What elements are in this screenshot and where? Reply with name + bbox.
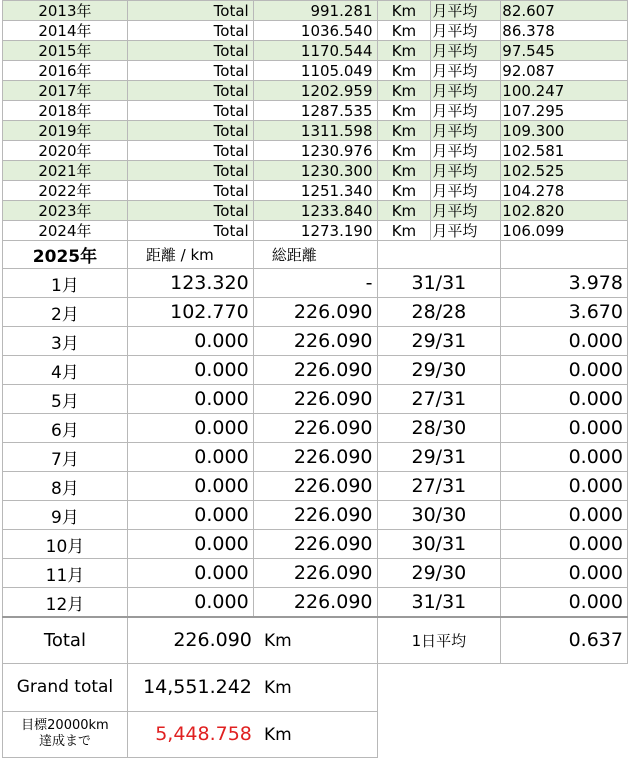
year-distance-cell[interactable]: 1202.959 — [253, 81, 377, 101]
monthly-average-cell[interactable]: 102.581 — [501, 141, 628, 161]
month-distance-cell[interactable]: 0.000 — [127, 443, 253, 472]
year-distance-cell[interactable]: 1273.190 — [253, 221, 377, 241]
unit-cell[interactable]: Km — [377, 121, 431, 141]
month-row — [3, 559, 628, 588]
total-distance-header-cell[interactable]: 総距離 — [253, 241, 377, 269]
total-label-cell[interactable]: Total — [127, 1, 253, 21]
year-cell[interactable]: 2022年 — [3, 181, 128, 201]
goal-label-cell[interactable] — [3, 711, 128, 757]
month-distance-cell[interactable]: 0.000 — [127, 559, 253, 588]
monthly-average-label-cell[interactable]: 月平均 — [431, 61, 501, 81]
daily-average-cell[interactable]: 0.000 — [501, 414, 628, 443]
month-cell[interactable]: 6月 — [3, 414, 128, 443]
empty-summary-area — [377, 711, 628, 757]
daily-average-cell[interactable]: 0.000 — [501, 443, 628, 472]
year-cell[interactable]: 2017年 — [3, 81, 128, 101]
yearly-row — [3, 181, 628, 201]
daily-average-value-cell[interactable]: 0.637 — [501, 617, 628, 663]
month-cell[interactable]: 5月 — [3, 385, 128, 414]
year-distance-cell[interactable]: 1230.300 — [253, 161, 377, 181]
month-cell[interactable]: 7月 — [3, 443, 128, 472]
month-distance-cell[interactable]: 123.320 — [127, 269, 253, 298]
monthly-average-label-cell[interactable]: 月平均 — [431, 21, 501, 41]
unit-cell[interactable]: Km — [377, 41, 431, 61]
days-cell[interactable]: 27/31 — [377, 472, 501, 501]
days-cell[interactable]: 29/31 — [377, 327, 501, 356]
unit-cell[interactable]: Km — [377, 1, 431, 21]
days-cell[interactable]: 29/30 — [377, 559, 501, 588]
total-label-cell[interactable]: Total — [127, 201, 253, 221]
cumulative-distance-cell[interactable]: 226.090 — [253, 356, 377, 385]
unit-cell[interactable]: Km — [377, 161, 431, 181]
empty-header-cell[interactable] — [501, 241, 628, 269]
grand-total-value: 14,551.242 — [143, 676, 252, 698]
daily-average-cell[interactable]: 0.000 — [501, 530, 628, 559]
empty-header-cell[interactable] — [377, 241, 501, 269]
yearly-row — [3, 121, 628, 141]
cumulative-distance-cell[interactable]: 226.090 — [253, 588, 377, 618]
year-distance-cell[interactable]: 1170.544 — [253, 41, 377, 61]
yearly-row — [3, 201, 628, 221]
month-row — [3, 385, 628, 414]
monthly-average-cell[interactable]: 104.278 — [501, 181, 628, 201]
unit-cell[interactable]: Km — [377, 101, 431, 121]
month-cell[interactable]: 10月 — [3, 530, 128, 559]
days-cell[interactable]: 28/28 — [377, 298, 501, 327]
year-distance-cell[interactable]: 1251.340 — [253, 181, 377, 201]
daily-average-cell[interactable]: 0.000 — [501, 327, 628, 356]
goal-remaining-unit: Km — [263, 725, 292, 745]
total-label-cell[interactable]: Total — [127, 101, 253, 121]
daily-average-cell[interactable]: 3.978 — [501, 269, 628, 298]
goal-remaining-cell[interactable] — [127, 711, 377, 757]
yearly-row — [3, 81, 628, 101]
year-cell[interactable]: 2020年 — [3, 141, 128, 161]
month-distance-cell[interactable]: 0.000 — [127, 356, 253, 385]
total-label-cell[interactable]: Total — [127, 61, 253, 81]
goal-remaining-value: 5,448.758 — [155, 723, 252, 745]
month-cell[interactable]: 9月 — [3, 501, 128, 530]
total-label-cell[interactable]: Total — [127, 141, 253, 161]
month-row — [3, 472, 628, 501]
unit-cell[interactable]: Km — [377, 61, 431, 81]
yearly-row — [3, 1, 628, 21]
monthly-average-label-cell[interactable]: 月平均 — [431, 181, 501, 201]
month-distance-cell[interactable]: 0.000 — [127, 385, 253, 414]
year-distance-cell[interactable]: 991.281 — [253, 1, 377, 21]
monthly-average-label-cell[interactable]: 月平均 — [431, 81, 501, 101]
year-cell[interactable]: 2014年 — [3, 21, 128, 41]
days-cell[interactable]: 31/31 — [377, 269, 501, 298]
empty-summary-area — [377, 663, 628, 711]
year-header-section — [3, 241, 628, 269]
month-row — [3, 356, 628, 385]
total-value: 226.090 — [173, 629, 252, 652]
unit-cell[interactable]: Km — [377, 181, 431, 201]
yearly-row — [3, 101, 628, 121]
unit-cell[interactable]: Km — [377, 201, 431, 221]
daily-average-cell[interactable]: 0.000 — [501, 356, 628, 385]
goal-label-line1: 目標20000km — [21, 718, 109, 733]
daily-average-cell[interactable]: 0.000 — [501, 588, 628, 618]
monthly-average-cell[interactable]: 86.378 — [501, 21, 628, 41]
goal-label-line2: 達成まで — [38, 734, 91, 749]
monthly-average-label-cell[interactable]: 月平均 — [431, 201, 501, 221]
month-row — [3, 443, 628, 472]
yearly-row — [3, 41, 628, 61]
year-distance-cell[interactable]: 1105.049 — [253, 61, 377, 81]
yearly-section — [3, 1, 628, 241]
year-distance-cell[interactable]: 1230.976 — [253, 141, 377, 161]
days-cell[interactable]: 30/30 — [377, 501, 501, 530]
yearly-row — [3, 21, 628, 41]
year-cell[interactable]: 2018年 — [3, 101, 128, 121]
daily-average-cell[interactable]: 0.000 — [501, 472, 628, 501]
yearly-row — [3, 141, 628, 161]
days-cell[interactable]: 30/31 — [377, 530, 501, 559]
yearly-row — [3, 61, 628, 81]
month-row — [3, 414, 628, 443]
month-row — [3, 588, 628, 618]
year-cell[interactable]: 2016年 — [3, 61, 128, 81]
year-cell[interactable]: 2023年 — [3, 201, 128, 221]
grand-total-value-cell[interactable] — [127, 663, 377, 711]
total-label-cell[interactable]: Total — [127, 81, 253, 101]
daily-average-cell[interactable]: 0.000 — [501, 559, 628, 588]
daily-average-label-cell[interactable]: 1日平均 — [377, 617, 501, 663]
unit-cell[interactable]: Km — [377, 81, 431, 101]
distance-header-cell[interactable]: 距離 / km — [127, 241, 253, 269]
monthly-average-cell[interactable]: 102.820 — [501, 201, 628, 221]
month-cell[interactable]: 2月 — [3, 298, 128, 327]
monthly-average-cell[interactable]: 106.099 — [501, 221, 628, 241]
month-cell[interactable]: 4月 — [3, 356, 128, 385]
monthly-average-label-cell[interactable]: 月平均 — [431, 101, 501, 121]
days-cell[interactable]: 29/31 — [377, 443, 501, 472]
month-distance-cell[interactable]: 102.770 — [127, 298, 253, 327]
year-cell[interactable]: 2024年 — [3, 221, 128, 241]
month-row — [3, 269, 628, 298]
cumulative-distance-cell[interactable]: 226.090 — [253, 501, 377, 530]
total-label-cell[interactable]: Total — [127, 41, 253, 61]
year-cell[interactable]: 2019年 — [3, 121, 128, 141]
monthly-average-cell[interactable]: 109.300 — [501, 121, 628, 141]
monthly-average-cell[interactable]: 97.545 — [501, 41, 628, 61]
year-distance-cell[interactable]: 1036.540 — [253, 21, 377, 41]
year-cell[interactable]: 2013年 — [3, 1, 128, 21]
month-cell[interactable]: 8月 — [3, 472, 128, 501]
cumulative-distance-cell[interactable]: 226.090 — [253, 472, 377, 501]
year-distance-cell[interactable]: 1287.535 — [253, 101, 377, 121]
month-cell[interactable]: 1月 — [3, 269, 128, 298]
month-row — [3, 501, 628, 530]
month-cell[interactable]: 12月 — [3, 588, 128, 618]
cumulative-distance-cell[interactable]: 226.090 — [253, 327, 377, 356]
yearly-row — [3, 161, 628, 181]
total-value-cell[interactable] — [127, 617, 377, 663]
grand-total-unit: Km — [263, 678, 292, 698]
days-cell[interactable]: 28/30 — [377, 414, 501, 443]
cumulative-distance-cell[interactable]: 226.090 — [253, 385, 377, 414]
total-label-cell[interactable]: Total — [127, 221, 253, 241]
unit-cell[interactable]: Km — [377, 141, 431, 161]
cumulative-distance-cell[interactable]: 226.090 — [253, 298, 377, 327]
daily-average-cell[interactable]: 0.000 — [501, 385, 628, 414]
monthly-average-cell[interactable]: 82.607 — [501, 1, 628, 21]
year-cell[interactable]: 2015年 — [3, 41, 128, 61]
current-year-cell[interactable]: 2025年 — [3, 241, 128, 269]
days-cell[interactable]: 29/30 — [377, 356, 501, 385]
monthly-average-label-cell[interactable]: 月平均 — [431, 121, 501, 141]
month-distance-cell[interactable]: 0.000 — [127, 472, 253, 501]
spreadsheet-grid — [2, 0, 628, 758]
cumulative-distance-cell[interactable]: 226.090 — [253, 414, 377, 443]
days-cell[interactable]: 31/31 — [377, 588, 501, 618]
cumulative-distance-cell[interactable]: 226.090 — [253, 530, 377, 559]
monthly-average-cell[interactable]: 100.247 — [501, 81, 628, 101]
monthly-average-label-cell[interactable]: 月平均 — [431, 141, 501, 161]
monthly-average-label-cell[interactable]: 月平均 — [431, 41, 501, 61]
monthly-average-label-cell[interactable]: 月平均 — [431, 1, 501, 21]
total-label-cell[interactable]: Total — [127, 121, 253, 141]
month-distance-cell[interactable]: 0.000 — [127, 414, 253, 443]
monthly-average-cell[interactable]: 102.525 — [501, 161, 628, 181]
total-unit: Km — [263, 631, 292, 652]
year-distance-cell[interactable]: 1311.598 — [253, 121, 377, 141]
summary-section — [3, 617, 628, 757]
total-label-cell[interactable]: Total — [127, 161, 253, 181]
monthly-section — [3, 269, 628, 618]
yearly-row — [3, 221, 628, 241]
total-label-cell[interactable]: Total — [3, 617, 128, 663]
total-label-cell[interactable]: Total — [127, 181, 253, 201]
grand-total-label-cell[interactable]: Grand total — [3, 663, 128, 711]
month-distance-cell[interactable]: 0.000 — [127, 327, 253, 356]
monthly-average-cell[interactable]: 107.295 — [501, 101, 628, 121]
month-cell[interactable]: 11月 — [3, 559, 128, 588]
year-cell[interactable]: 2021年 — [3, 161, 128, 181]
month-row — [3, 298, 628, 327]
total-label-cell[interactable]: Total — [127, 21, 253, 41]
unit-cell[interactable]: Km — [377, 221, 431, 241]
monthly-average-cell[interactable]: 92.087 — [501, 61, 628, 81]
year-distance-cell[interactable]: 1233.840 — [253, 201, 377, 221]
monthly-average-label-cell[interactable]: 月平均 — [431, 161, 501, 181]
month-cell[interactable]: 3月 — [3, 327, 128, 356]
cumulative-distance-cell[interactable]: - — [253, 269, 377, 298]
days-cell[interactable]: 27/31 — [377, 385, 501, 414]
cumulative-distance-cell[interactable]: 226.090 — [253, 559, 377, 588]
daily-average-cell[interactable]: 3.670 — [501, 298, 628, 327]
unit-cell[interactable]: Km — [377, 21, 431, 41]
month-row — [3, 530, 628, 559]
month-distance-cell[interactable]: 0.000 — [127, 530, 253, 559]
monthly-average-label-cell[interactable]: 月平均 — [431, 221, 501, 241]
daily-average-cell[interactable]: 0.000 — [501, 501, 628, 530]
month-row — [3, 327, 628, 356]
month-distance-cell[interactable]: 0.000 — [127, 501, 253, 530]
month-distance-cell[interactable]: 0.000 — [127, 588, 253, 618]
cumulative-distance-cell[interactable]: 226.090 — [253, 443, 377, 472]
